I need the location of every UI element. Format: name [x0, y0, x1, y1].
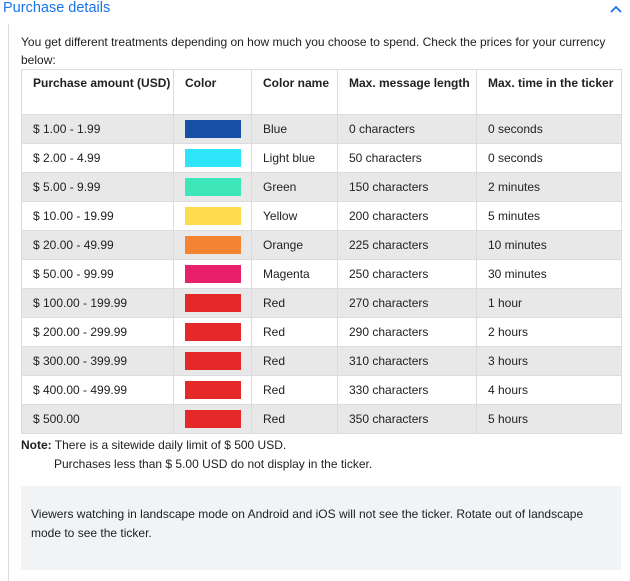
color-swatch — [185, 381, 241, 399]
landscape-callout: Viewers watching in landscape mode on Android and iOS will not see the ticker. Rotate out of landscape mode to see the ticker. — [21, 486, 621, 570]
ticker-time-cell: 0 seconds — [477, 144, 622, 173]
color-name-cell: Yellow — [252, 202, 338, 231]
message-length-cell: 50 characters — [338, 144, 477, 173]
amount-cell: $ 2.00 - 4.99 — [22, 144, 174, 173]
ticker-time-cell: 30 minutes — [477, 260, 622, 289]
table-row — [22, 376, 622, 405]
amount-cell: $ 200.00 - 299.99 — [22, 318, 174, 347]
swatch-cell — [174, 260, 252, 289]
swatch-cell — [174, 231, 252, 260]
section-title[interactable]: Purchase details — [3, 0, 111, 16]
note — [21, 436, 286, 455]
header-message-length: Max. message length — [338, 70, 477, 115]
table-row — [22, 144, 622, 173]
color-swatch — [185, 178, 241, 196]
intro-text: You get different treatments depending on how much you choose to spend. Check the prices for your currency below: — [21, 35, 606, 67]
color-name-cell: Red — [252, 318, 338, 347]
ticker-time-cell: 3 hours — [477, 347, 622, 376]
swatch-cell — [174, 405, 252, 434]
message-length-cell: 290 characters — [338, 318, 477, 347]
ticker-time-cell: 0 seconds — [477, 115, 622, 144]
amount-cell: $ 20.00 - 49.99 — [22, 231, 174, 260]
color-swatch — [185, 352, 241, 370]
table-row — [22, 202, 622, 231]
color-name-cell: Orange — [252, 231, 338, 260]
color-swatch — [185, 265, 241, 283]
table-row — [22, 173, 622, 202]
table-row — [22, 347, 622, 376]
table-row — [22, 318, 622, 347]
color-name-cell: Red — [252, 405, 338, 434]
message-length-cell: 0 characters — [338, 115, 477, 144]
message-length-cell: 200 characters — [338, 202, 477, 231]
swatch-cell — [174, 144, 252, 173]
ticker-time-cell: 5 minutes — [477, 202, 622, 231]
message-length-cell: 225 characters — [338, 231, 477, 260]
color-swatch — [185, 120, 241, 138]
price-table — [21, 69, 622, 434]
header-purchase-amount: Purchase amount (USD) — [22, 70, 174, 115]
color-name-cell: Red — [252, 376, 338, 405]
color-swatch — [185, 294, 241, 312]
ticker-time-cell: 5 hours — [477, 405, 622, 434]
section-content — [8, 24, 630, 581]
message-length-cell: 250 characters — [338, 260, 477, 289]
header-ticker-time: Max. time in the ticker — [477, 70, 622, 115]
amount-cell: $ 5.00 - 9.99 — [22, 173, 174, 202]
ticker-time-cell: 10 minutes — [477, 231, 622, 260]
header-color-name: Color name — [252, 70, 338, 115]
color-swatch — [185, 410, 241, 428]
swatch-cell — [174, 376, 252, 405]
note-label: Note: — [21, 438, 52, 452]
table-row — [22, 289, 622, 318]
color-swatch — [185, 236, 241, 254]
note-line-1: There is a sitewide daily limit of $ 500 USD. — [54, 438, 287, 452]
amount-cell: $ 1.00 - 1.99 — [22, 115, 174, 144]
amount-cell: $ 500.00 — [22, 405, 174, 434]
color-swatch — [185, 207, 241, 225]
message-length-cell: 150 characters — [338, 173, 477, 202]
message-length-cell: 270 characters — [338, 289, 477, 318]
ticker-time-cell: 2 hours — [477, 318, 622, 347]
message-length-cell: 330 characters — [338, 376, 477, 405]
swatch-cell — [174, 289, 252, 318]
swatch-cell — [174, 115, 252, 144]
table-row — [22, 260, 622, 289]
message-length-cell: 310 characters — [338, 347, 477, 376]
table-row — [22, 115, 622, 144]
table-row — [22, 231, 622, 260]
amount-cell: $ 50.00 - 99.99 — [22, 260, 174, 289]
amount-cell: $ 10.00 - 19.99 — [22, 202, 174, 231]
table-header-row — [22, 70, 622, 115]
color-name-cell: Green — [252, 173, 338, 202]
note-line-2: Purchases less than $ 5.00 USD do not display in the ticker. — [54, 457, 373, 471]
color-name-cell: Magenta — [252, 260, 338, 289]
color-name-cell: Light blue — [252, 144, 338, 173]
color-name-cell: Red — [252, 289, 338, 318]
header-color: Color — [174, 70, 252, 115]
amount-cell: $ 100.00 - 199.99 — [22, 289, 174, 318]
color-swatch — [185, 323, 241, 341]
color-swatch — [185, 149, 241, 167]
ticker-time-cell: 4 hours — [477, 376, 622, 405]
color-name-cell: Red — [252, 347, 338, 376]
swatch-cell — [174, 347, 252, 376]
table-row — [22, 405, 622, 434]
chevron-up-icon[interactable] — [608, 2, 624, 16]
swatch-cell — [174, 318, 252, 347]
message-length-cell: 350 characters — [338, 405, 477, 434]
swatch-cell — [174, 173, 252, 202]
color-name-cell: Blue — [252, 115, 338, 144]
amount-cell: $ 300.00 - 399.99 — [22, 347, 174, 376]
amount-cell: $ 400.00 - 499.99 — [22, 376, 174, 405]
ticker-time-cell: 1 hour — [477, 289, 622, 318]
swatch-cell — [174, 202, 252, 231]
section-header[interactable] — [0, 0, 630, 20]
ticker-time-cell: 2 minutes — [477, 173, 622, 202]
